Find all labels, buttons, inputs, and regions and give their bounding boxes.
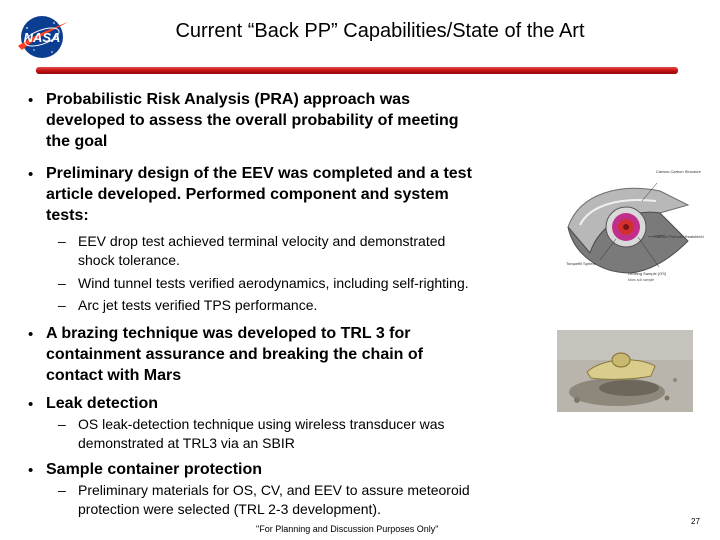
- bullet-marker: •: [28, 326, 34, 343]
- bullet-line: Probabilistic Risk Analysis (PRA) approach was: [46, 91, 410, 108]
- title-divider: [36, 67, 678, 74]
- sub-bullet-drop-test: [78, 232, 445, 270]
- dash-marker: –: [58, 482, 66, 498]
- eev-label-heatshield: Carbon Phenolic Heatshield: [654, 234, 704, 239]
- bullet-line: Leak detection: [46, 395, 159, 412]
- bullet-marker: •: [28, 396, 34, 413]
- bullet-line: A brazing technique was developed to TRL 3 for: [46, 325, 411, 342]
- dash-marker: –: [58, 416, 66, 432]
- drop-test-photo: [557, 330, 693, 412]
- sub-line: demonstrated at TRL3 via an SBIR: [78, 435, 295, 451]
- bullet-line: Sample container protection: [46, 461, 263, 478]
- bullet-pra: [46, 89, 459, 152]
- sub-line: shock tolerance.: [78, 252, 180, 268]
- bullet-marker: •: [28, 462, 34, 479]
- sub-bullet-arc-jet: [78, 296, 317, 315]
- nasa-logo: [14, 12, 70, 62]
- sub-line: Wind tunnel tests verified aerodynamics, including self-righting.: [78, 275, 469, 291]
- eev-label-torquefill: Torquefill Sphere: [566, 261, 597, 266]
- dash-marker: –: [58, 297, 66, 313]
- bullet-line: Preliminary design of the EEV was completed and a test: [46, 165, 472, 182]
- bullet-brazing: [46, 323, 423, 386]
- footer-disclaimer: "For Planning and Discussion Purposes Only": [256, 524, 439, 534]
- sub-bullet-materials: [78, 481, 470, 519]
- dash-marker: –: [58, 275, 66, 291]
- sub-bullet-wind-tunnel: [78, 274, 469, 293]
- sub-line: OS leak-detection technique using wireless transducer was: [78, 416, 445, 432]
- eev-label-sample-sub: Mars soil sample: [628, 278, 655, 282]
- eev-cutaway-diagram: [560, 165, 704, 290]
- bullet-line: developed to assess the overall probability of meeting: [46, 112, 459, 129]
- sub-line: Arc jet tests verified TPS performance.: [78, 297, 318, 313]
- bullet-line: containment assurance and breaking the chain of: [46, 346, 423, 363]
- dash-marker: –: [58, 233, 66, 249]
- bullet-marker: •: [28, 166, 34, 183]
- eev-label-sample: Orbiting Sample (OS): [628, 271, 667, 276]
- bullet-line: tests:: [46, 207, 89, 224]
- eev-label-carbon-carbon: Carbon-Carbon Structure: [656, 169, 701, 174]
- bullet-line: contact with Mars: [46, 367, 182, 384]
- bullet-marker: •: [28, 92, 34, 109]
- bullet-leak-detection: [46, 393, 158, 414]
- slide-title: Current “Back PP” Capabilities/State of the Art: [175, 20, 585, 42]
- bullet-sample-protection: [46, 459, 262, 480]
- bullet-line: article developed. Performed component and system: [46, 186, 449, 203]
- sub-line: protection were selected (TRL 2-3 development).: [78, 501, 381, 517]
- sub-line: Preliminary materials for OS, CV, and EEV to assure meteoroid: [78, 482, 470, 498]
- page-number: 27: [691, 517, 700, 526]
- sub-line: EEV drop test achieved terminal velocity and demonstrated: [78, 233, 446, 249]
- sub-bullet-os-leak: [78, 415, 445, 453]
- bullet-line: the goal: [46, 133, 108, 150]
- bullet-eev-design: [46, 163, 472, 226]
- nasa-logo-text: NASA: [23, 30, 61, 45]
